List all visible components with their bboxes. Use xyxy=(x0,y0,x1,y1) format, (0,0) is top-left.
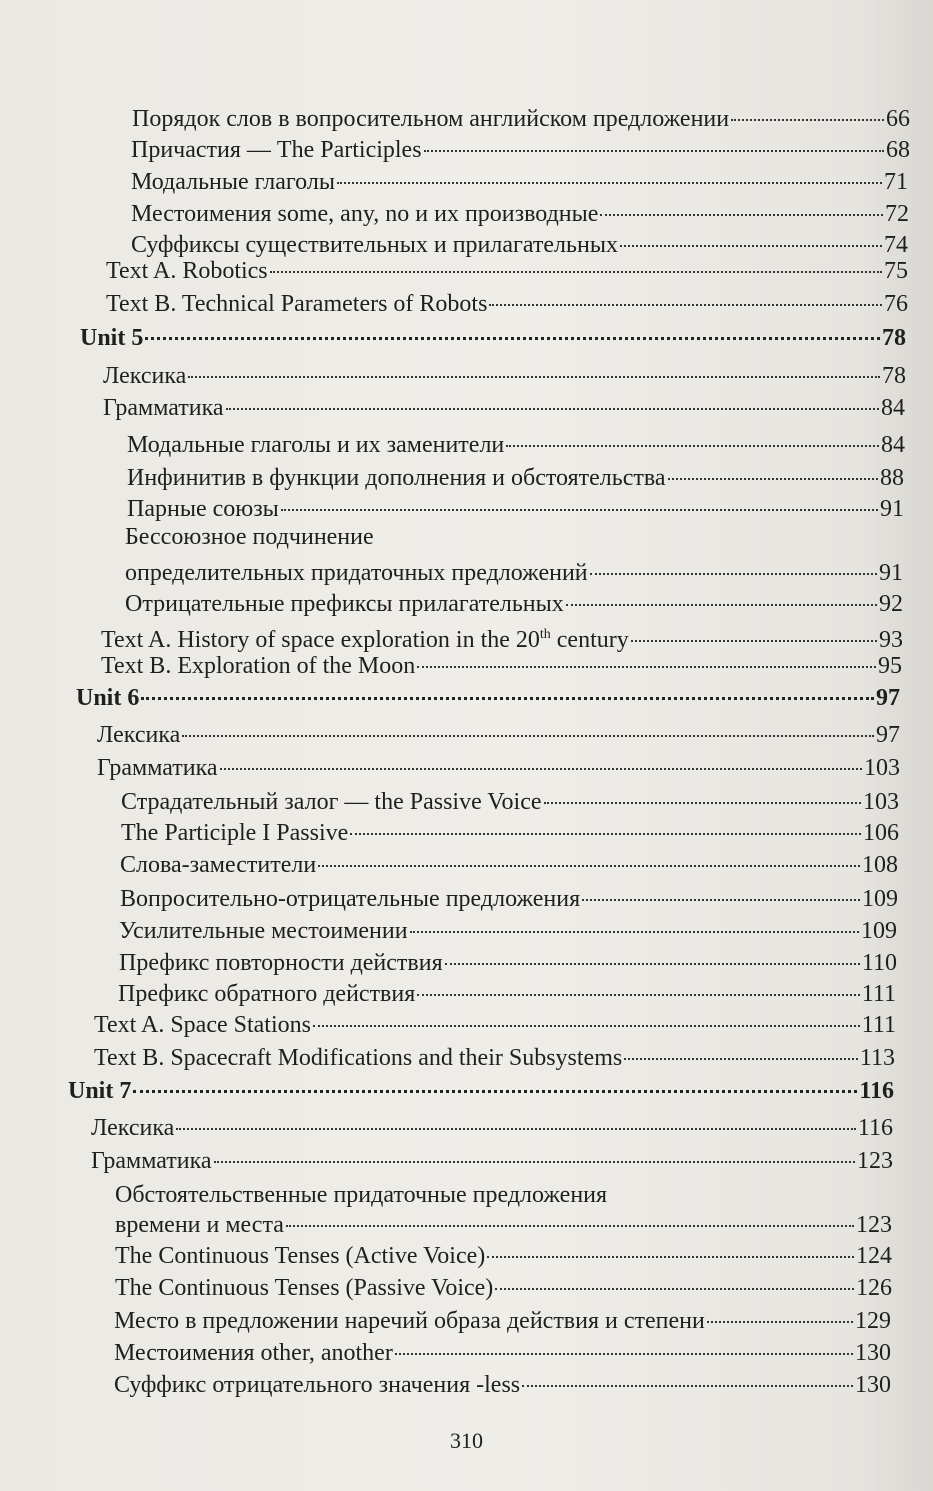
toc-entry-page: 111 xyxy=(861,1012,896,1038)
dot-leader xyxy=(313,1025,860,1027)
toc-entry-page: 88 xyxy=(880,465,904,491)
toc-entry-title: Местоимения some, any, no и их производные xyxy=(131,201,599,227)
toc-entry-title: Unit 7 xyxy=(68,1078,132,1104)
toc-entry-title: Text A. Space Stations xyxy=(94,1012,311,1038)
toc-entry xyxy=(97,720,900,750)
toc-entry xyxy=(103,393,905,423)
toc-entry-title: Место в предложении наречий образа действия и степени xyxy=(114,1308,705,1334)
dot-leader xyxy=(286,1225,854,1227)
dot-leader xyxy=(631,640,877,642)
toc-entry xyxy=(131,167,908,197)
toc-entry-page: 124 xyxy=(856,1243,892,1269)
toc-entry-page: 92 xyxy=(879,591,903,617)
toc-entry-title: Префикс обратного действия xyxy=(118,981,416,1007)
toc-entry xyxy=(127,463,904,493)
toc-entry-page: 91 xyxy=(879,560,903,586)
toc-entry-page: 111 xyxy=(861,981,896,1007)
toc-entry-page: 93 xyxy=(879,627,903,653)
dot-leader xyxy=(318,865,860,867)
toc-entry xyxy=(125,558,903,588)
toc-entry xyxy=(94,1043,895,1073)
dot-leader xyxy=(487,1256,854,1258)
toc-entry xyxy=(115,1210,892,1240)
dot-leader xyxy=(176,1128,856,1130)
toc-entry-page: 97 xyxy=(876,722,900,748)
ordinal-superscript: th xyxy=(539,627,551,642)
toc-entry-page: 106 xyxy=(863,820,899,846)
toc-entry-page: 72 xyxy=(885,201,909,227)
toc-entry-page: 95 xyxy=(878,653,902,679)
toc-entry-page: 74 xyxy=(884,232,908,258)
toc-entry xyxy=(118,979,896,1009)
dot-leader xyxy=(226,408,879,410)
toc-entry-page: 103 xyxy=(863,789,899,815)
toc-entry-title-text: Text A. History of space exploration in the 20 xyxy=(101,627,540,653)
dot-leader xyxy=(522,1385,853,1387)
toc-entry xyxy=(120,850,898,880)
dot-leader xyxy=(582,899,860,901)
toc-entry xyxy=(106,289,908,319)
dot-leader xyxy=(600,214,883,216)
dot-leader xyxy=(417,666,876,668)
dot-leader xyxy=(731,119,884,121)
toc-entry xyxy=(127,494,904,524)
toc-entry-title: Лексика xyxy=(91,1115,175,1141)
toc-entry-title: Отрицательные префиксы прилагательных xyxy=(125,591,564,617)
toc-entry-page: 123 xyxy=(857,1148,893,1174)
toc-entry-page: 129 xyxy=(855,1308,891,1334)
toc-entry xyxy=(103,361,906,391)
dot-leader xyxy=(395,1353,853,1355)
toc-entry-title: времени и места xyxy=(115,1212,284,1238)
toc-entry-page: 78 xyxy=(882,363,906,389)
toc-entry xyxy=(127,430,905,460)
toc-entry xyxy=(131,135,910,165)
toc-entry-title: Слова-заместители xyxy=(120,852,317,878)
toc-entry xyxy=(119,948,897,978)
dot-leader xyxy=(182,735,874,737)
dot-leader xyxy=(620,245,882,247)
toc-entry xyxy=(115,1273,892,1303)
toc-entry-title: Грамматика xyxy=(91,1148,212,1174)
toc-entry xyxy=(97,753,900,783)
toc-entry-title: The Continuous Tenses (Passive Voice) xyxy=(115,1275,494,1301)
toc-entry-page: 109 xyxy=(861,918,897,944)
toc-entry-title: Страдательный залог — the Passive Voice xyxy=(121,789,542,815)
toc-entry xyxy=(101,620,903,655)
toc-entry xyxy=(125,589,903,619)
toc-entry-title: Инфинитив в функции дополнения и обстоятельства xyxy=(127,465,666,491)
toc-entry-page: 84 xyxy=(881,432,905,458)
toc-entry-page: 91 xyxy=(880,496,904,522)
dot-leader xyxy=(141,697,874,700)
dot-leader xyxy=(707,1321,853,1323)
dot-leader xyxy=(424,150,884,152)
toc-entry-page: 110 xyxy=(861,950,897,976)
toc-entry-title-end: century xyxy=(550,627,629,653)
dot-leader xyxy=(281,509,878,511)
toc-entry-title: The Continuous Tenses (Active Voice) xyxy=(115,1243,486,1269)
toc-entry-title: Грамматика xyxy=(97,755,218,781)
toc-entry-title: Местоимения other, another xyxy=(114,1340,393,1366)
toc-entry xyxy=(101,651,902,681)
toc-entry-title: Unit 6 xyxy=(76,685,140,711)
toc-entry-page: 130 xyxy=(855,1372,891,1398)
toc-entry-title: Text B. Exploration of the Moon xyxy=(101,653,416,679)
toc-entry-page: 78 xyxy=(882,325,906,351)
toc-entry-title: Лексика xyxy=(103,363,187,389)
dot-leader xyxy=(337,182,882,184)
toc-entry-page: 97 xyxy=(876,685,900,711)
dot-leader xyxy=(145,337,880,340)
toc-entry-page: 66 xyxy=(886,106,910,132)
toc-entry-page: 123 xyxy=(856,1212,892,1238)
toc-entry-title: Модальные глаголы xyxy=(131,169,335,195)
dot-leader xyxy=(410,931,859,933)
toc-entry-page: 109 xyxy=(862,886,898,912)
toc-entry-title: Суффикс отрицательного значения -less xyxy=(114,1372,521,1398)
toc-entry-title: Text A. Robotics xyxy=(106,258,268,284)
toc-entry-title: Модальные глаголы и их заменители xyxy=(127,432,505,458)
toc-entry xyxy=(121,787,899,817)
dot-leader xyxy=(506,445,879,447)
toc-entry-page: 116 xyxy=(857,1115,893,1141)
toc-entry-page: 68 xyxy=(886,137,910,163)
toc-entry-title: Суффиксы существительных и прилагательных xyxy=(131,232,618,258)
dot-leader xyxy=(220,768,862,770)
toc-entry-title: Text B. Spacecraft Modifications and their Subsystems xyxy=(94,1045,623,1071)
dot-leader xyxy=(445,963,860,965)
toc-entry-title: Лексика xyxy=(97,722,181,748)
toc-entry-page: 126 xyxy=(856,1275,892,1301)
dot-leader xyxy=(590,573,877,575)
toc-entry-title: Грамматика xyxy=(103,395,224,421)
toc-entry xyxy=(119,916,897,946)
toc-entry-title-line: Обстоятельственные придаточные предложения xyxy=(115,1182,608,1208)
toc-entry-title: Вопросительно-отрицательные предложения xyxy=(120,886,581,912)
toc-entry-page: 84 xyxy=(881,395,905,421)
toc-entry-title: Префикс повторности действия xyxy=(119,950,443,976)
toc-entry xyxy=(115,1241,892,1271)
dot-leader xyxy=(188,376,880,378)
toc-entry-title: Причастия — The Participles xyxy=(131,137,422,163)
toc-entry xyxy=(106,256,908,286)
dot-leader xyxy=(544,802,861,804)
toc-entry-page: 108 xyxy=(862,852,898,878)
dot-leader xyxy=(270,271,882,273)
toc-entry-page: 113 xyxy=(859,1045,895,1071)
toc-unit-heading xyxy=(76,683,900,713)
toc-entry xyxy=(121,818,899,848)
toc-entry xyxy=(120,884,898,914)
toc-entry-title xyxy=(101,620,629,655)
dot-leader xyxy=(624,1058,858,1060)
toc-entry-title: Text B. Technical Parameters of Robots xyxy=(106,291,488,317)
toc-entry-page: 116 xyxy=(859,1078,894,1104)
dot-leader xyxy=(495,1288,854,1290)
toc-unit-heading xyxy=(80,323,906,353)
toc-entry-title: Усилительные местоимении xyxy=(119,918,408,944)
toc-entry xyxy=(114,1338,891,1368)
toc-entry-page: 103 xyxy=(864,755,900,781)
dot-leader xyxy=(214,1161,855,1163)
dot-leader xyxy=(133,1090,857,1093)
toc-entry-page: 71 xyxy=(884,169,908,195)
dot-leader xyxy=(566,604,877,606)
dot-leader xyxy=(417,994,860,996)
toc-entry xyxy=(114,1370,891,1400)
dot-leader xyxy=(350,833,861,835)
toc-entry-page: 75 xyxy=(884,258,908,284)
toc-entry-title-line: Бессоюзное подчинение xyxy=(125,524,374,550)
toc-entry xyxy=(94,1010,896,1040)
page-number: 310 xyxy=(450,1428,483,1453)
toc-unit-heading xyxy=(68,1076,894,1106)
toc-entry xyxy=(91,1146,893,1176)
toc-entry-page: 130 xyxy=(855,1340,891,1366)
toc-entry-title: определительных придаточных предложений xyxy=(125,560,588,586)
dot-leader xyxy=(489,304,882,306)
toc-entry-title: Unit 5 xyxy=(80,325,144,351)
toc-entry-page: 76 xyxy=(884,291,908,317)
toc-entry xyxy=(91,1113,893,1143)
toc-entry-title: Порядок слов в вопросительном английском предложении xyxy=(132,106,730,132)
dot-leader xyxy=(668,478,878,480)
toc-entry-title: Парные союзы xyxy=(127,496,279,522)
toc-entry xyxy=(131,199,909,229)
toc-entry xyxy=(132,104,910,134)
toc-entry-title: The Participle I Passive xyxy=(121,820,349,846)
toc-entry xyxy=(114,1306,891,1336)
